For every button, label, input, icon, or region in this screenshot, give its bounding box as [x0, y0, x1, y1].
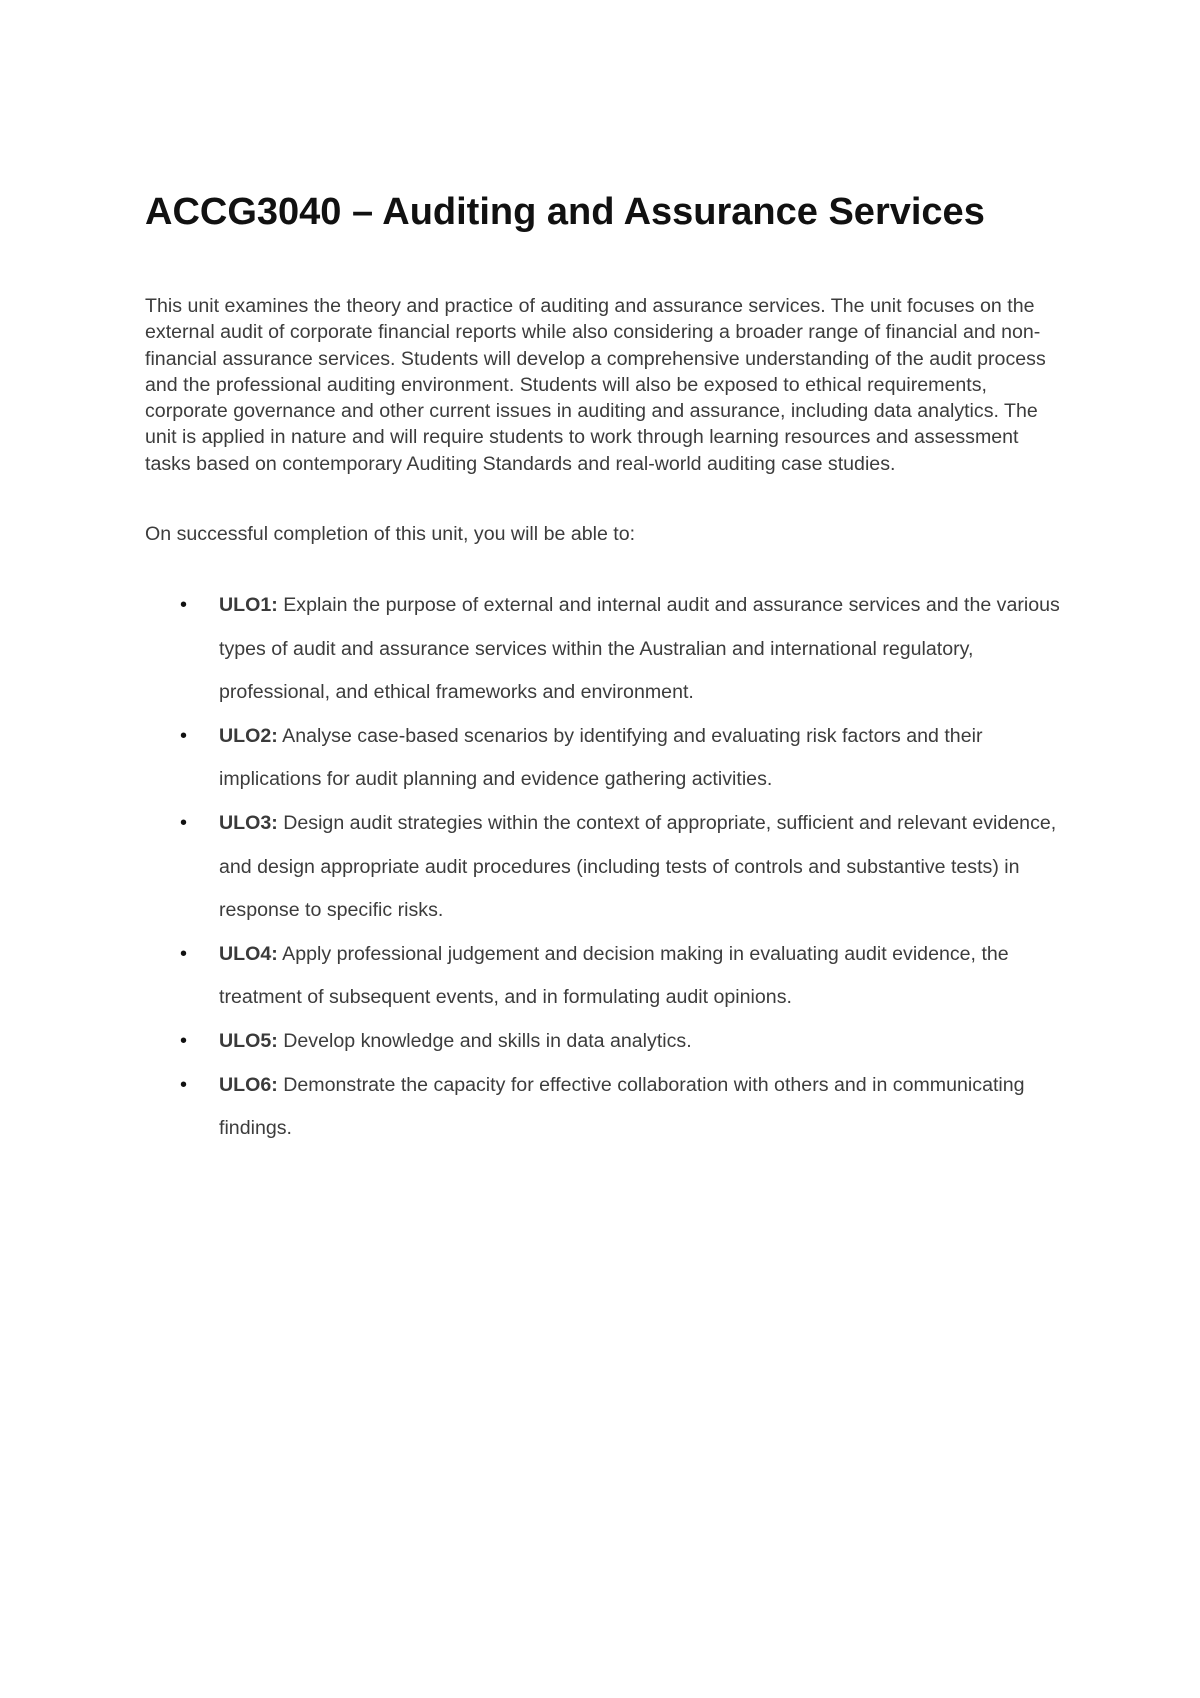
unit-description: This unit examines the theory and practice of auditing and assurance services. The unit focuses on the external audit of corporate financial reports while also considering a broader range of financial and non-financial assurance services. Students will develop a comprehensive understanding of the audit process and the professional auditing environment. Students will also be exposed to ethical requirements, corporate governance and other current issues in auditing and assurance, including data analytics. The unit is applied in nature and will require students to work through learning resources and assessment tasks based on contemporary Auditing Standards and real-world auditing case studies. — [145, 295, 1046, 475]
bullet-icon: • — [180, 1029, 188, 1052]
outcome-text: Apply professional judgement and decision making in evaluating audit evidence, the treatment of subsequent events, and in formulating audit opinions. — [219, 942, 1009, 1009]
outcome-text: Develop knowledge and skills in data analytics. — [283, 1029, 692, 1052]
document-title: ACCG3040 – Auditing and Assurance Services — [145, 191, 985, 233]
learning-outcome-item — [145, 715, 1075, 802]
bullet-icon: • — [180, 1073, 188, 1096]
bullet-icon: • — [180, 594, 188, 616]
learning-outcome-item — [145, 1020, 1075, 1064]
outcome-text: Design audit strategies within the context of appropriate, sufficient and relevant evidence, and design appropriate audit procedures (including tests of controls and substantive tests) in response to specific risks. — [219, 811, 1057, 922]
outcome-code: ULO3: — [219, 811, 278, 834]
learning-outcome-item — [145, 802, 1075, 933]
outcomes-lead-in: On successful completion of this unit, you will be able to: — [145, 523, 636, 545]
outcome-code: ULO1: — [219, 594, 278, 616]
learning-outcomes-list — [145, 584, 1075, 1151]
bullet-icon: • — [180, 724, 188, 747]
outcome-text: Analyse case-based scenarios by identifying and evaluating risk factors and their implications for audit planning and evidence gathering activities. — [219, 724, 983, 791]
bullet-icon: • — [180, 942, 188, 965]
learning-outcome-item — [145, 1064, 1075, 1151]
learning-outcome-item — [145, 584, 1075, 715]
outcome-code: ULO4: — [219, 942, 278, 965]
outcome-code: ULO2: — [219, 724, 278, 747]
outcome-code: ULO6: — [219, 1073, 278, 1096]
bullet-icon: • — [180, 811, 188, 834]
outcome-code: ULO5: — [219, 1029, 278, 1052]
outcome-text: Explain the purpose of external and internal audit and assurance services and the various types of audit and assurance services within the Australian and international regulatory, professional, and ethical frameworks and environment. — [219, 594, 1060, 704]
outcome-text: Demonstrate the capacity for effective collaboration with others and in communicating findings. — [219, 1073, 1025, 1140]
learning-outcome-item — [145, 933, 1075, 1020]
